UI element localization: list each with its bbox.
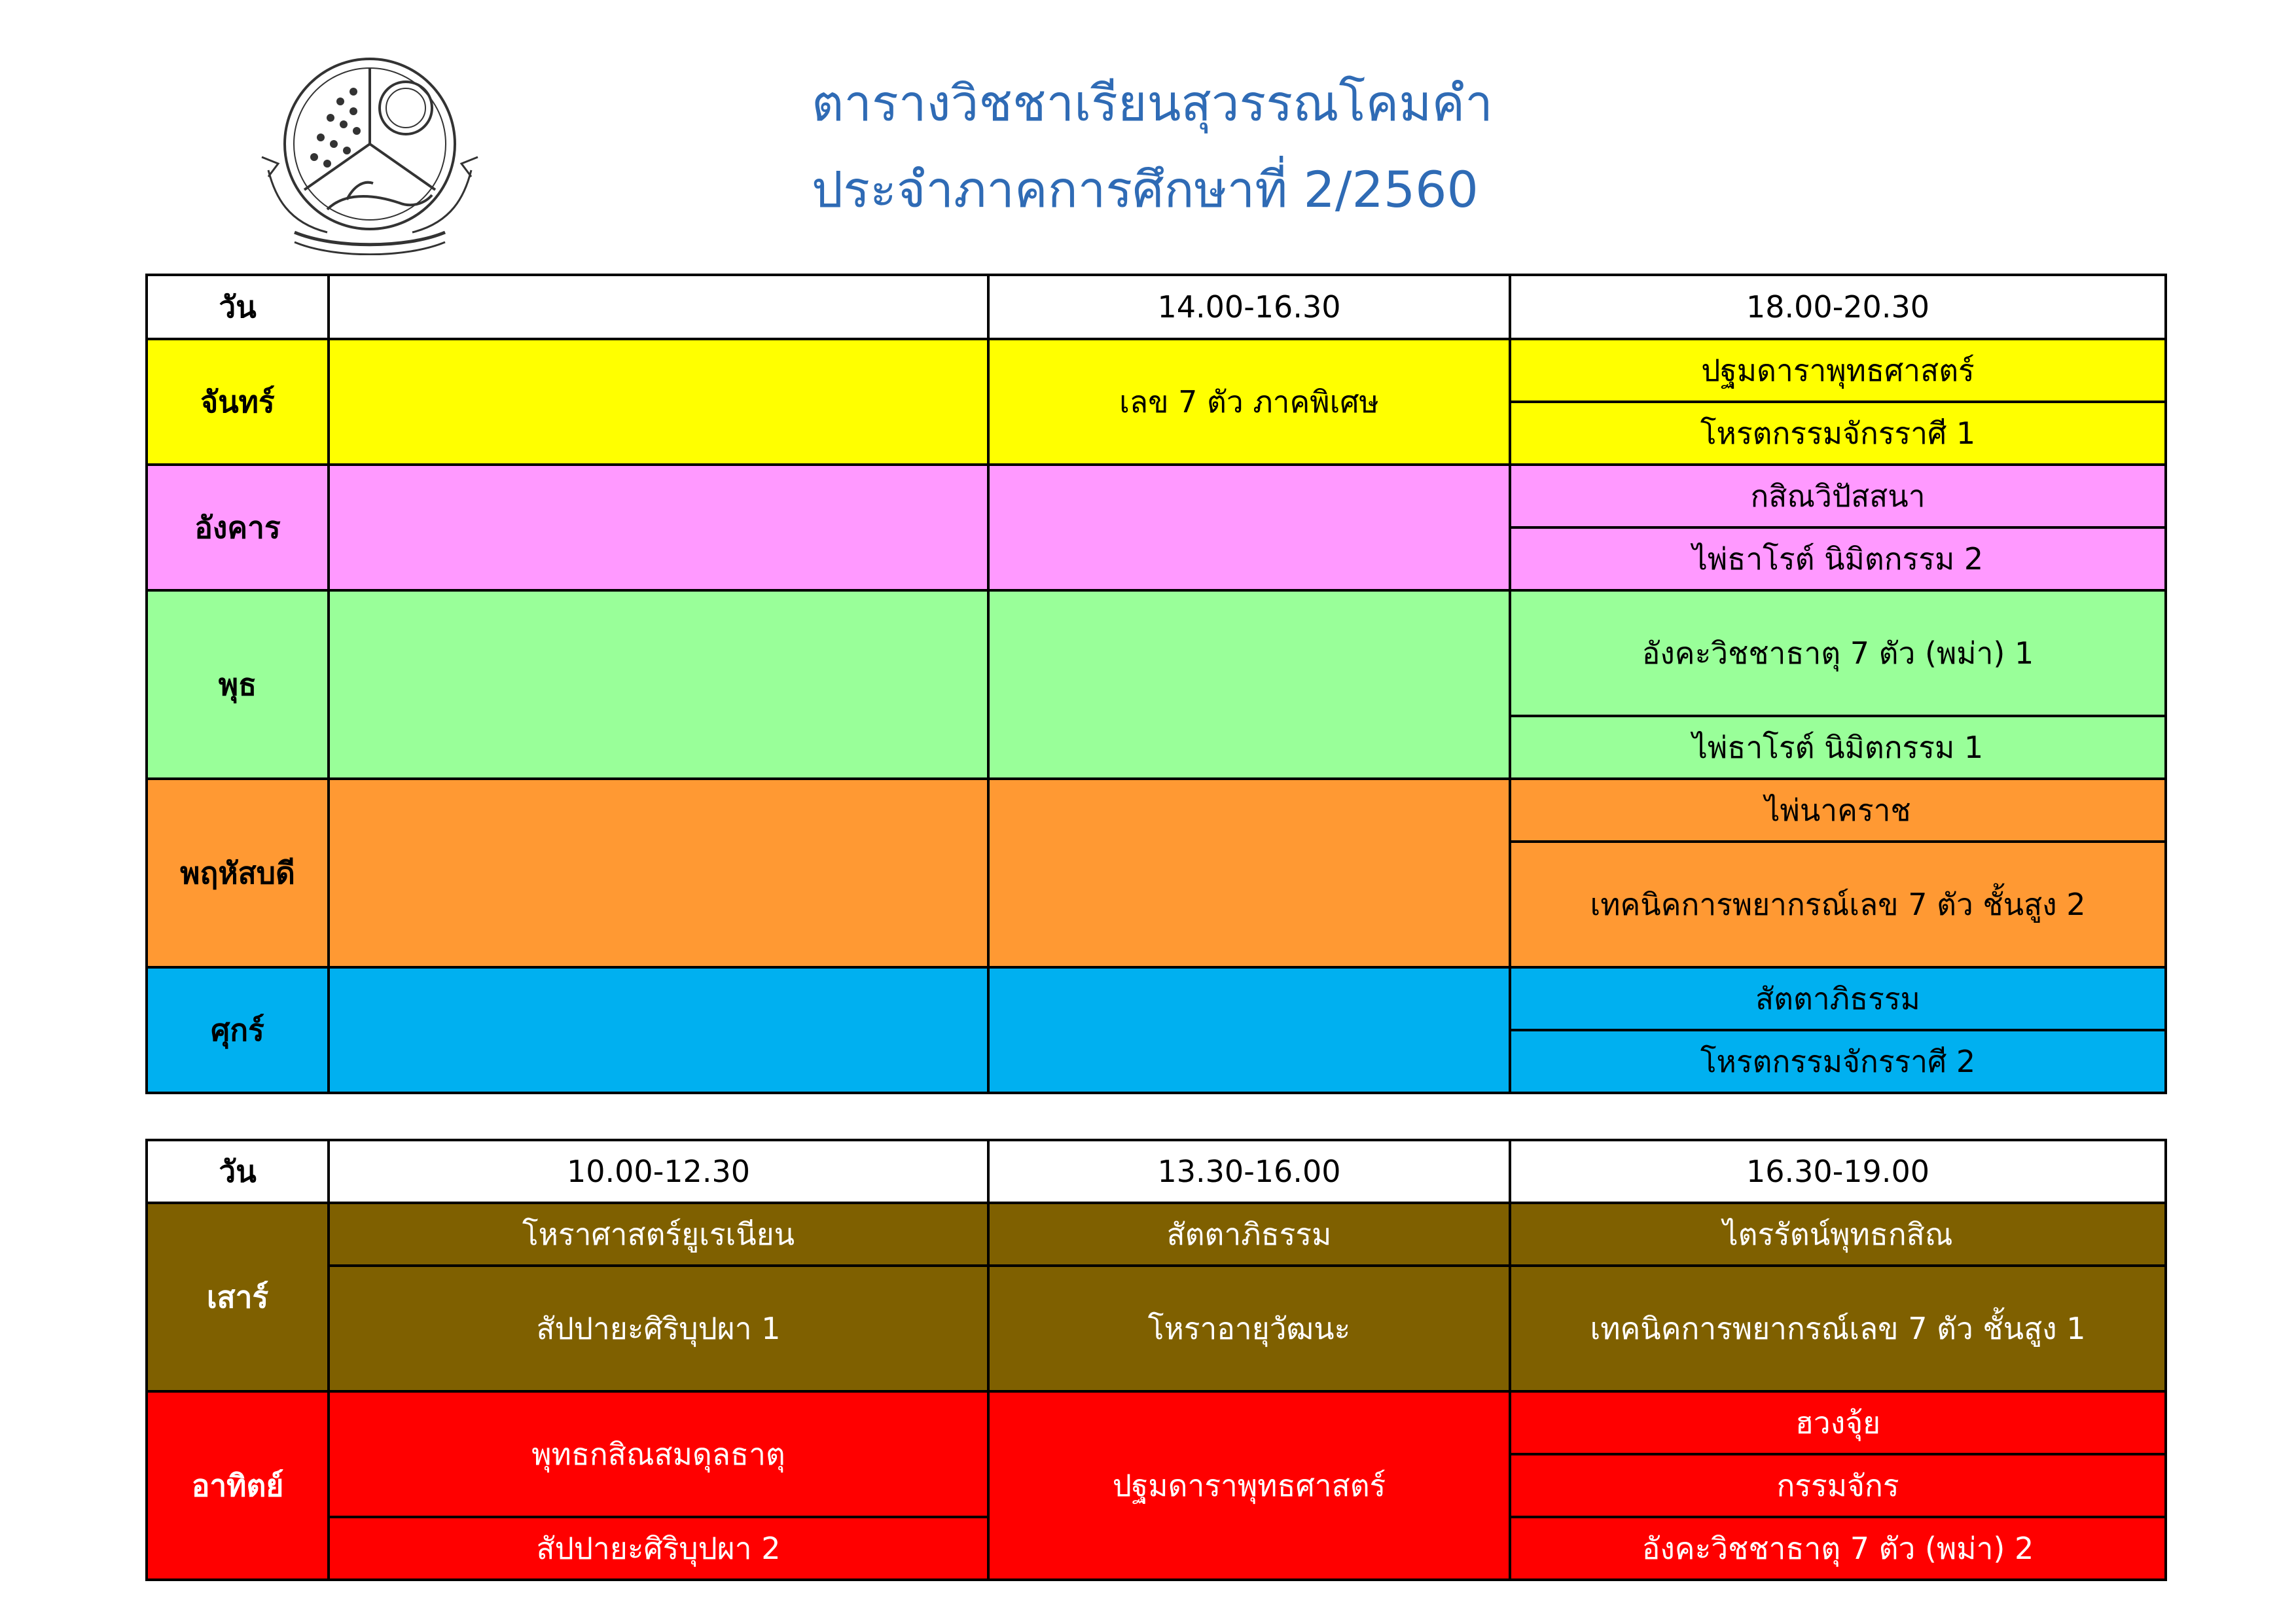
saturday-slot3-class1: ไตรรัตน์พุทธกสิณ bbox=[1510, 1203, 2166, 1266]
monday-slot2: เลข 7 ตัว ภาคพิเศษ bbox=[988, 339, 1510, 465]
schedule-title: ตารางวิชชาเรียนสุวรรณโคมคำ bbox=[812, 74, 1493, 132]
table-row bbox=[147, 1266, 2166, 1391]
tuesday-slot2 bbox=[988, 465, 1510, 590]
table-row bbox=[147, 967, 2166, 1030]
monday-slot3-class2: โหรตกรรมจักรราศี 1 bbox=[1510, 402, 2166, 465]
thursday-slot2 bbox=[988, 779, 1510, 967]
table-row bbox=[147, 590, 2166, 716]
table-row bbox=[147, 1391, 2166, 1454]
day-saturday: เสาร์ bbox=[147, 1203, 329, 1391]
table-row bbox=[147, 1203, 2166, 1266]
saturday-slot1-class2: สัปปายะศิริบุปผา 1 bbox=[329, 1266, 988, 1391]
day-thursday: พฤหัสบดี bbox=[147, 779, 329, 967]
saturday-slot2-class2: โหราอายุวัฒนะ bbox=[988, 1266, 1510, 1391]
table-row bbox=[147, 465, 2166, 527]
header-day: วัน bbox=[147, 1140, 329, 1203]
wednesday-slot2 bbox=[988, 590, 1510, 779]
table-row bbox=[147, 779, 2166, 842]
saturday-slot2-class1: สัตตาภิธรรม bbox=[988, 1203, 1510, 1266]
header-slot3: 18.00-20.30 bbox=[1510, 275, 2166, 339]
header-slot3: 16.30-19.00 bbox=[1510, 1140, 2166, 1203]
thursday-slot3-class2: เทคนิคการพยากรณ์เลข 7 ตัว ชั้นสูง 2 bbox=[1510, 842, 2166, 967]
wednesday-slot1 bbox=[329, 590, 988, 779]
saturday-slot3-class2: เทคนิคการพยากรณ์เลข 7 ตัว ชั้นสูง 1 bbox=[1510, 1266, 2166, 1391]
day-friday: ศุกร์ bbox=[147, 967, 329, 1093]
tuesday-slot1 bbox=[329, 465, 988, 590]
sunday-slot3-class3: อังคะวิชชาธาตุ 7 ตัว (พม่า) 2 bbox=[1510, 1517, 2166, 1580]
monday-slot3-class1: ปฐมดาราพุทธศาสตร์ bbox=[1510, 339, 2166, 402]
sunday-slot2: ปฐมดาราพุทธศาสตร์ bbox=[988, 1391, 1510, 1580]
table-header-row bbox=[147, 1140, 2166, 1203]
monday-slot1 bbox=[329, 339, 988, 465]
day-monday: จันทร์ bbox=[147, 339, 329, 465]
header-day: วัน bbox=[147, 275, 329, 339]
tuesday-slot3-class1: กสิณวิปัสสนา bbox=[1510, 465, 2166, 527]
friday-slot2 bbox=[988, 967, 1510, 1093]
weekend-schedule-table bbox=[145, 1139, 2167, 1581]
saturday-slot1-class1: โหราศาสตร์ยูเรเนียน bbox=[329, 1203, 988, 1266]
thursday-slot3-class1: ไพ่นาคราช bbox=[1510, 779, 2166, 842]
sunday-slot3-class2: กรรมจักร bbox=[1510, 1454, 2166, 1517]
wednesday-slot3-class2: ไพ่ธาโรต์ นิมิตกรรม 1 bbox=[1510, 716, 2166, 779]
header-slot2: 13.30-16.00 bbox=[988, 1140, 1510, 1203]
sunday-slot1-class2: สัปปายะศิริบุปผา 2 bbox=[329, 1517, 988, 1580]
friday-slot3-class2: โหรตกรรมจักรราศี 2 bbox=[1510, 1030, 2166, 1093]
header-slot1 bbox=[329, 275, 988, 339]
friday-slot1 bbox=[329, 967, 988, 1093]
header-slot2: 14.00-16.30 bbox=[988, 275, 1510, 339]
semester-subtitle: ประจำภาคการศึกษาที่ 2/2560 bbox=[812, 160, 1479, 219]
thursday-slot1 bbox=[329, 779, 988, 967]
day-tuesday: อังคาร bbox=[147, 465, 329, 590]
sunday-slot1-class1: พุทธกสิณสมดุลธาตุ bbox=[329, 1391, 988, 1517]
header-slot1: 10.00-12.30 bbox=[329, 1140, 988, 1203]
tuesday-slot3-class2: ไพ่ธาโรต์ นิมิตกรรม 2 bbox=[1510, 527, 2166, 590]
day-wednesday: พุธ bbox=[147, 590, 329, 779]
wednesday-slot3-class1: อังคะวิชชาธาตุ 7 ตัว (พม่า) 1 bbox=[1510, 590, 2166, 716]
table-header-row bbox=[147, 275, 2166, 339]
school-emblem-logo bbox=[249, 46, 484, 255]
day-sunday: อาทิตย์ bbox=[147, 1391, 329, 1580]
sunday-slot3-class1: ฮวงจุ้ย bbox=[1510, 1391, 2166, 1454]
table-row bbox=[147, 339, 2166, 402]
friday-slot3-class1: สัตตาภิธรรม bbox=[1510, 967, 2166, 1030]
weekday-schedule-table bbox=[145, 274, 2167, 1094]
